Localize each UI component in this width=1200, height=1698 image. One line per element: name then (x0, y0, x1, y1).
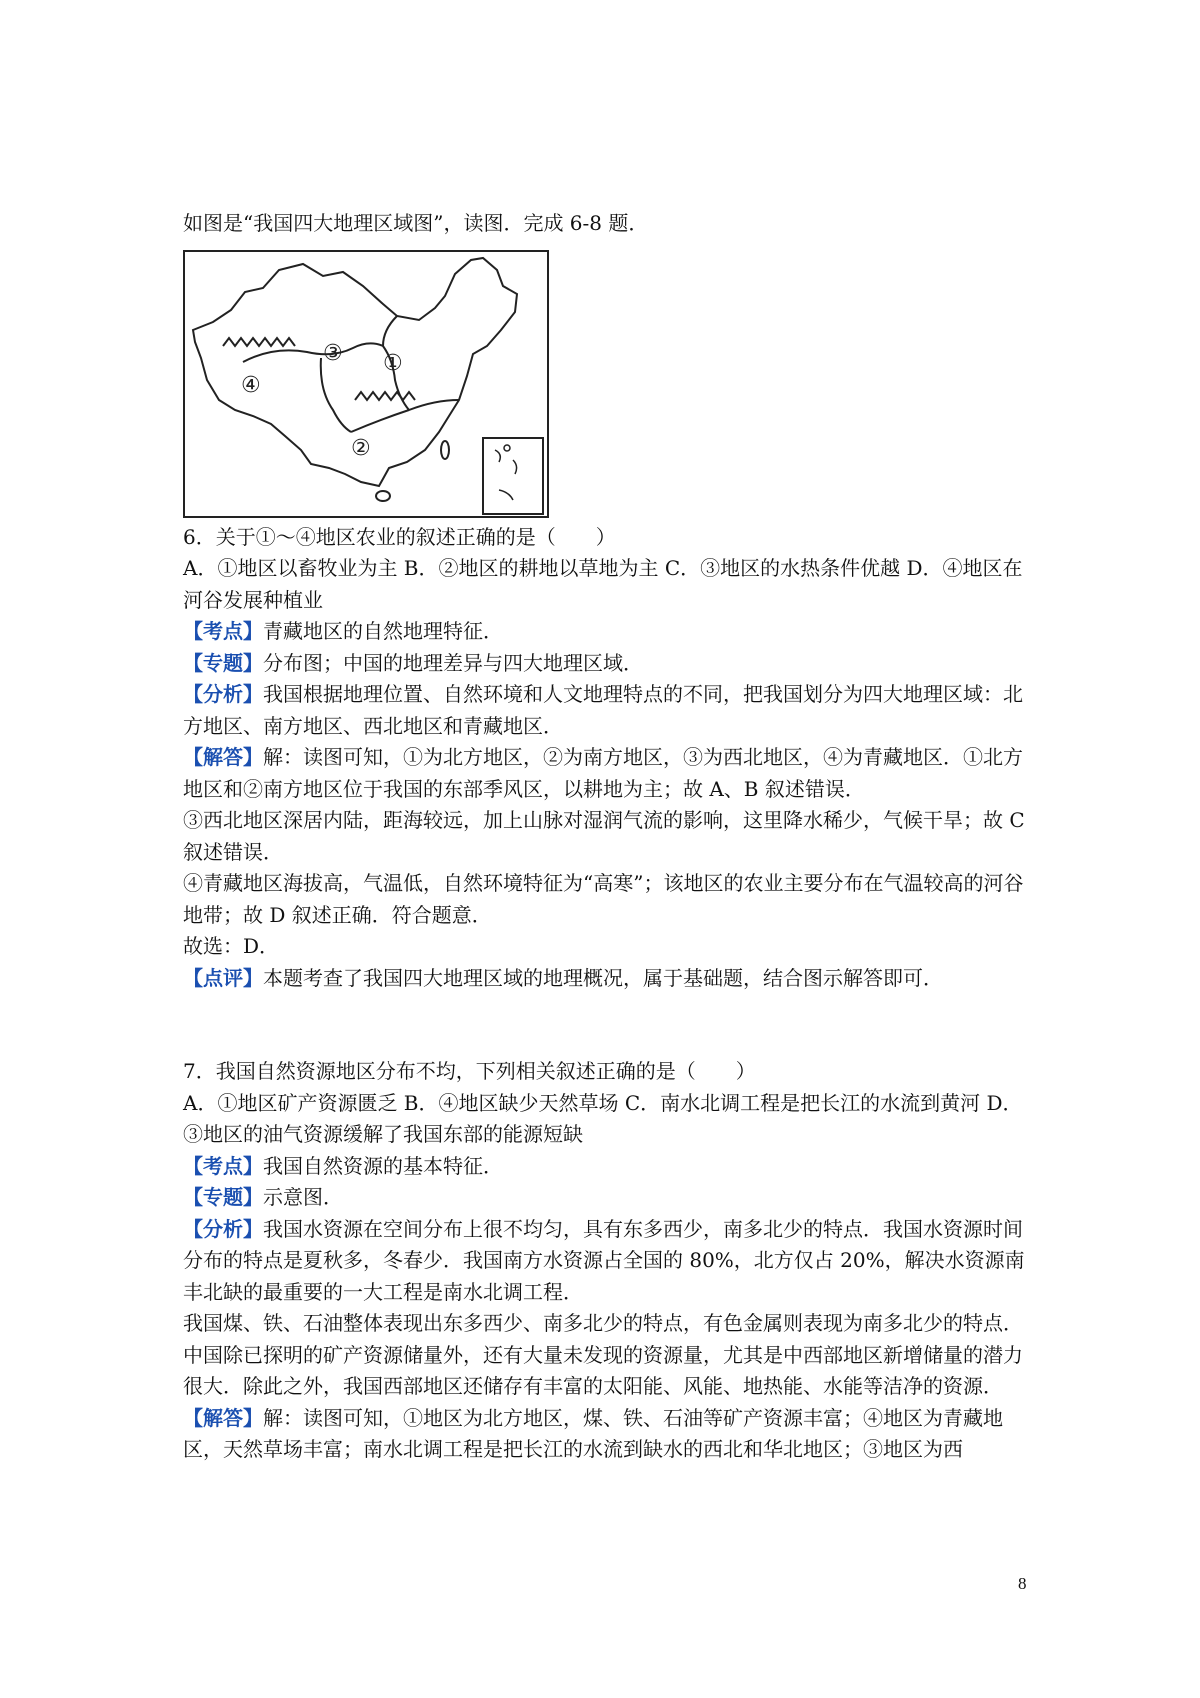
q6-fenxi: 【分析】我国根据地理位置、自然环境和人文地理特点的不同，把我国划分为四大地理区域：北方地区、南方地区、西北地区和青藏地区． (183, 682, 1023, 738)
q6-stem: 6．关于①～④地区农业的叙述正确的是（ ） (183, 524, 616, 549)
q6-jieda-p2: ③西北地区深居内陆，距海较远，加上山脉对湿润气流的影响，这里降水稀少，气候干旱；故 C 叙述错误． (183, 808, 1025, 864)
q7-jieda: 【解答】解：读图可知，①地区为北方地区，煤、铁、石油等矿产资源丰富；④地区为青藏地区，天然草场丰富；南水北调工程是把长江的水流到缺水的西北和华北地区；③地区为西 (183, 1405, 1003, 1461)
kaodian-tag: 【考点】 (183, 619, 263, 643)
q7-zhuanti: 【专题】示意图． (183, 1185, 343, 1209)
q7-fenxi-p2: 我国煤、铁、石油整体表现出东多西少、南多北少的特点，有色金属则表现为南多北少的特点．中国除已探明的矿产资源储量外，还有大量未发现的资源量，尤其是中西部地区新增储量的潜力很大．除此之外，我国西部地区还储存有丰富的太阳能、风能、地热能、水能等洁净的资源． (183, 1311, 1023, 1398)
page-number: 8 (1018, 1574, 1027, 1593)
region-label-1: ① (383, 350, 403, 376)
q6-zhuanti: 【专题】分布图；中国的地理差异与四大地理区域． (183, 650, 643, 675)
jieda-tag: 【解答】 (183, 1405, 263, 1430)
zhuanti-tag: 【专题】 (183, 1185, 263, 1209)
q7-stem: 7．我国自然资源地区分布不均，下列相关叙述正确的是（ ） (183, 1059, 756, 1083)
q6-kaodian: 【考点】青藏地区的自然地理特征． (183, 619, 503, 643)
q6-dianping: 【点评】本题考查了我国四大地理区域的地理概况，属于基础题，结合图示解答即可． (183, 965, 943, 990)
q6-choice: 故选：D． (183, 934, 280, 958)
q6-jieda-p3: ④青藏地区海拔高，气温低，自然环境特征为“高寒”；该地区的农业主要分布在气温较高的河谷地带；故 D 叙述正确．符合题意． (183, 871, 1024, 927)
south-china-sea-inset (483, 438, 543, 514)
region-label-4: ④ (241, 372, 261, 398)
page-content (183, 208, 1033, 1466)
zhuanti-tag: 【专题】 (183, 650, 263, 675)
dianping-tag: 【点评】 (183, 965, 263, 990)
q6-jieda: 【解答】解：读图可知，①为北方地区，②为南方地区，③为西北地区，④为青藏地区．①北方地区和②南方地区位于我国的东部季风区，以耕地为主；故 A、B 叙述错误． (183, 745, 1023, 801)
fenxi-tag: 【分析】 (183, 1216, 263, 1241)
jieda-tag: 【解答】 (183, 745, 263, 769)
kaodian-tag: 【考点】 (183, 1153, 263, 1178)
q7-fenxi: 【分析】我国水资源在空间分布上很不均匀，具有东多西少，南多北少的特点．我国水资源时间分布的特点是夏秋多，冬春少．我国南方水资源占全国的 80%，北方仅占 20%，解决水资源南丰北缺的最重要的一大工程是南水北调工程． (183, 1216, 1025, 1304)
q7-options: A．①地区矿产资源匮乏 B．④地区缺少天然草场 C．南水北调工程是把长江的水流到黄河 D．③地区的油气资源缓解了我国东部的能源短缺 (183, 1090, 1023, 1146)
q6-options: A．①地区以畜牧业为主 B．②地区的耕地以草地为主 C．③地区的水热条件优越 D．④地区在河谷发展种植业 (183, 556, 1023, 612)
china-regions-map (183, 250, 549, 518)
q7-kaodian: 【考点】我国自然资源的基本特征． (183, 1153, 503, 1178)
region-label-3: ③ (323, 340, 343, 366)
fenxi-tag: 【分析】 (183, 682, 263, 706)
region-label-2: ② (351, 435, 371, 461)
intro-text: 如图是“我国四大地理区域图”，读图．完成 6-8 题． (183, 211, 649, 235)
